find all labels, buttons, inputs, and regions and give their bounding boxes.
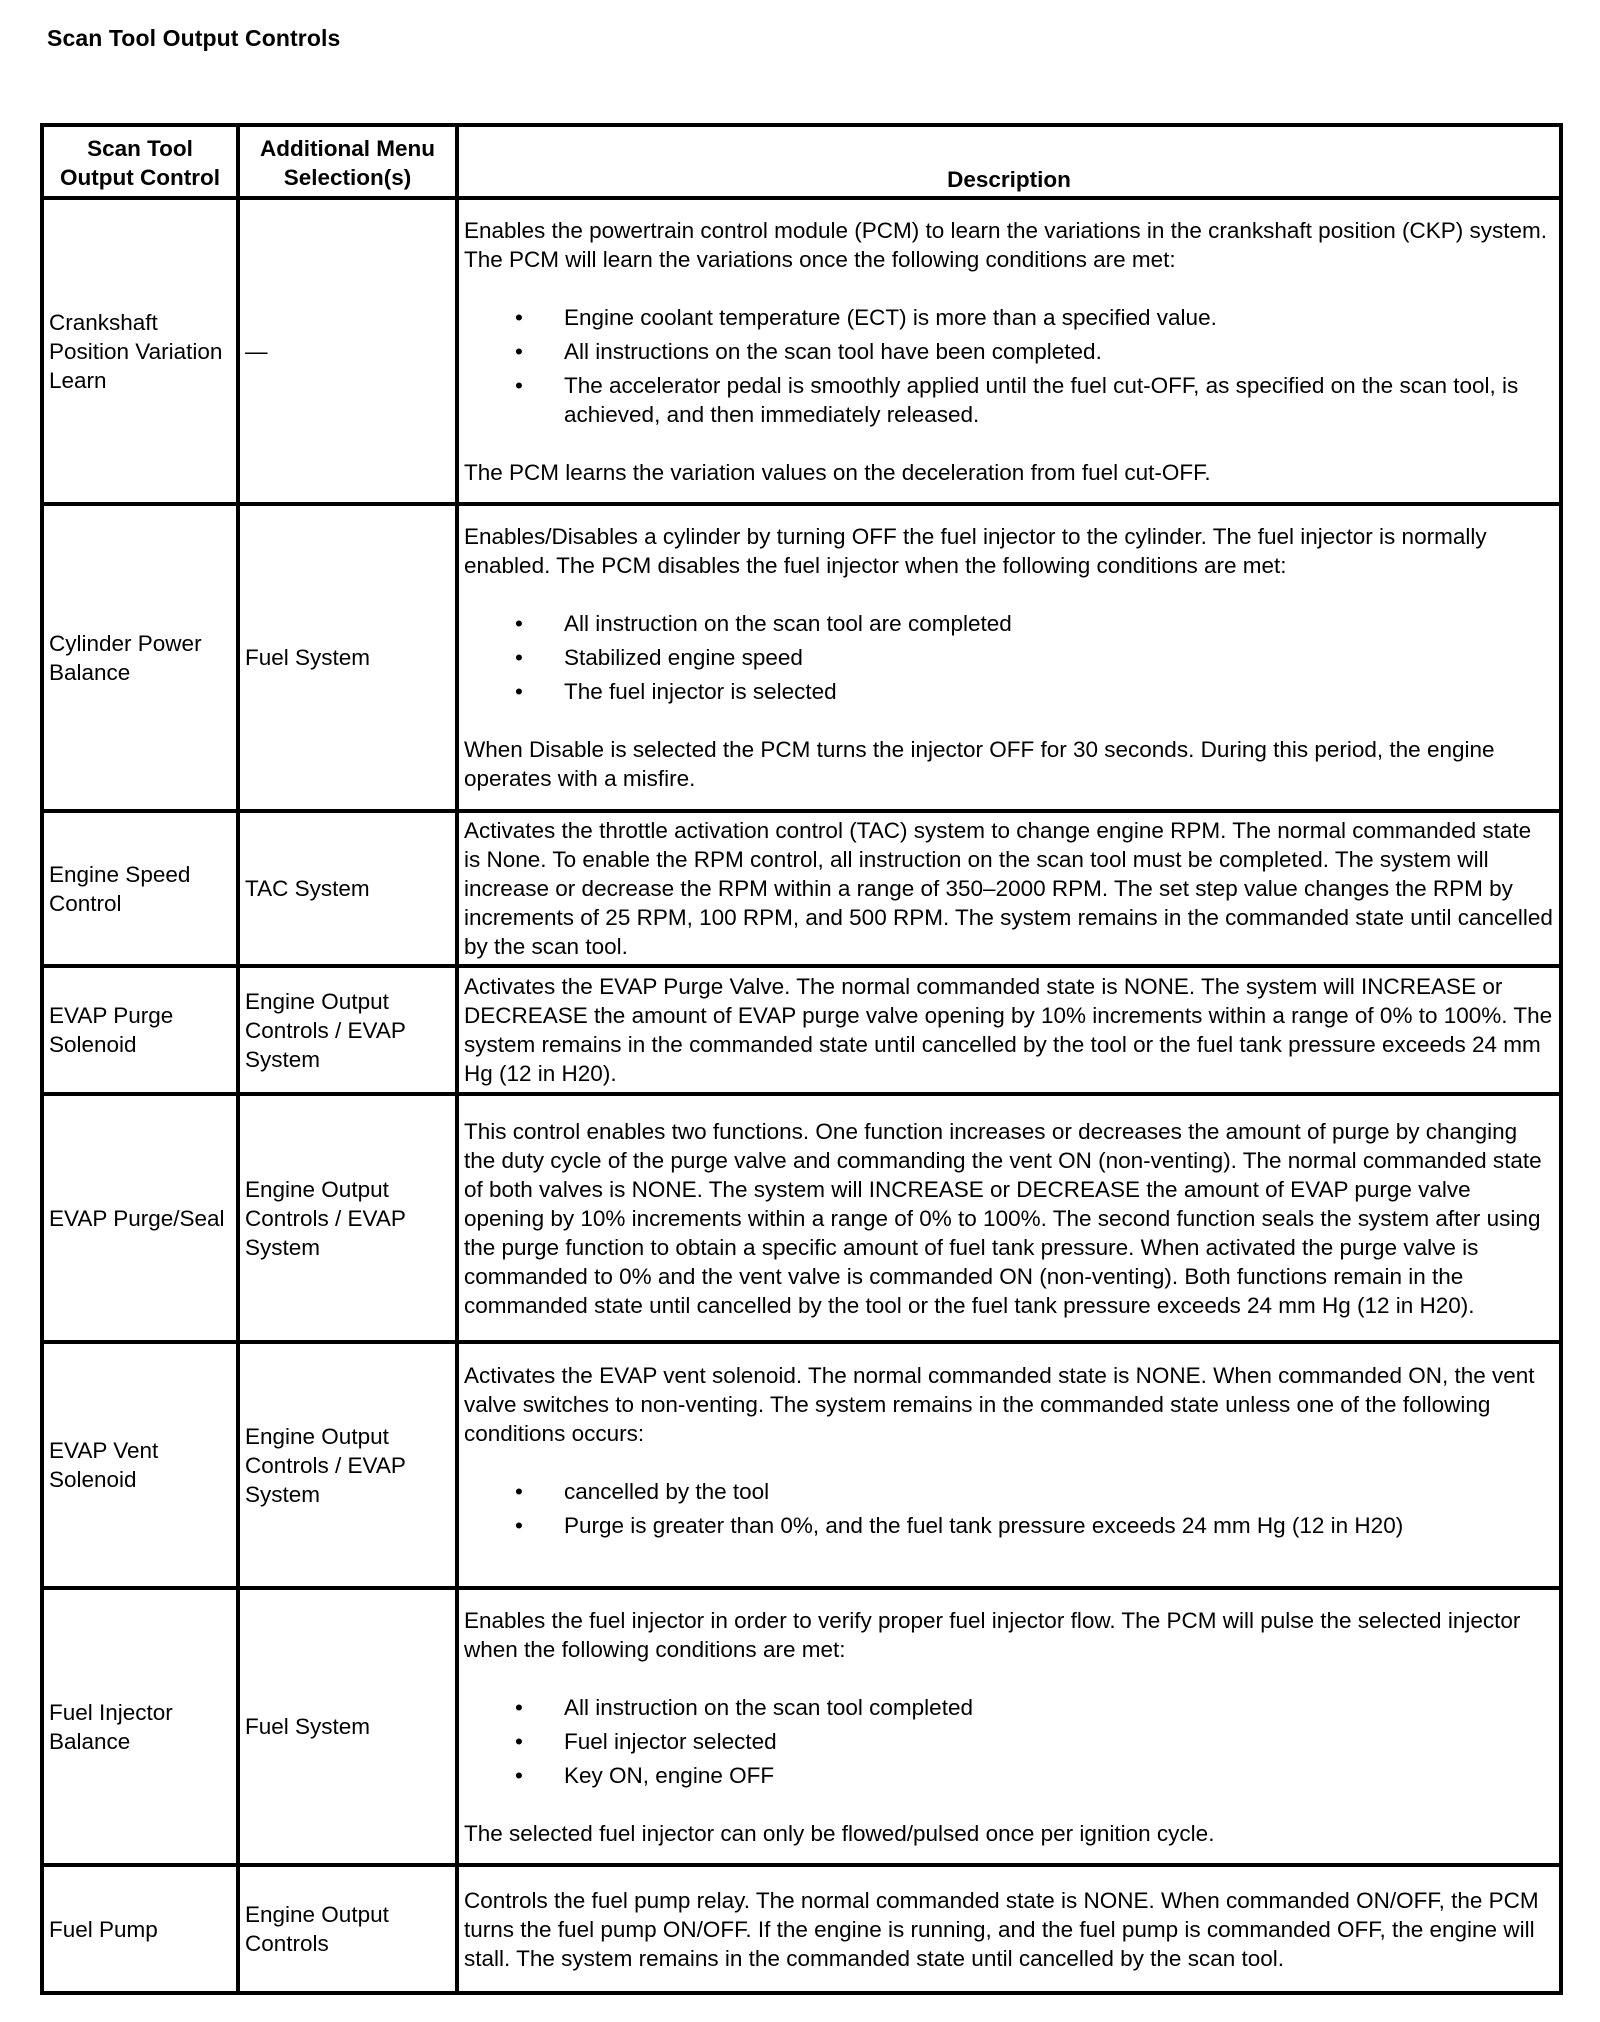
condition-text: cancelled by the tool <box>564 1479 770 1504</box>
menu-selection-cell: Engine Output Controls / EVAP System <box>238 1342 457 1588</box>
table-row <box>42 1094 1561 1342</box>
menu-selection-cell: Engine Output Controls / EVAP System <box>238 966 457 1094</box>
output-controls-table <box>40 123 1563 1995</box>
description-cell <box>457 504 1561 811</box>
description-cell <box>457 966 1561 1094</box>
condition-list-item <box>464 609 1553 638</box>
description-cell <box>457 1865 1561 1993</box>
condition-text: All instruction on the scan tool are completed <box>564 611 1012 636</box>
condition-text: Engine coolant temperature (ECT) is more than a specified value. <box>564 304 1217 330</box>
description-cell <box>457 1094 1561 1342</box>
header-additional-menu-selections: Additional Menu Selection(s) <box>238 125 457 198</box>
bullet-icon: • <box>515 645 523 670</box>
control-name-cell: Fuel Injector Balance <box>42 1588 238 1865</box>
condition-text: The fuel injector is selected <box>564 679 837 704</box>
bullet-icon: • <box>515 372 523 398</box>
description-cell <box>457 811 1561 966</box>
condition-text: All instruction on the scan tool completed <box>564 1694 973 1720</box>
condition-list <box>464 303 1553 429</box>
condition-text: Purge is greater than 0%, and the fuel tank pressure exceeds 24 mm Hg (12 in H20) <box>564 1513 1404 1538</box>
bullet-icon: • <box>515 1694 523 1720</box>
table-row <box>42 1588 1561 1865</box>
condition-list-item <box>464 1511 1553 1540</box>
control-name-cell: Fuel Pump <box>42 1865 238 1993</box>
condition-list-item <box>464 1727 1553 1756</box>
bullet-icon: • <box>515 304 523 330</box>
table-row <box>42 1342 1561 1588</box>
condition-list <box>464 1477 1553 1540</box>
control-name-cell: EVAP Purge/Seal <box>42 1094 238 1342</box>
condition-text: Stabilized engine speed <box>564 645 803 670</box>
description-intro: Controls the fuel pump relay. The normal commanded state is NONE. When commanded ON/OFF, the PCM turns the fuel pump ON/OFF. If the engine is running, and the fuel pump is commanded OFF, the engine will stall. The system remains in the commanded state until cancelled by the scan tool. <box>464 1887 1539 1971</box>
table-row <box>42 966 1561 1094</box>
condition-text: The accelerator pedal is smoothly applied until the fuel cut-OFF, as specified on the scan tool, is achieved, and then immediately released. <box>564 372 1519 427</box>
description-intro: Activates the throttle activation control (TAC) system to change engine RPM. The normal commanded state is None. To enable the RPM control, all instruction on the scan tool must be completed. The system will increase or decrease the RPM within a range of 350–2000 RPM. The set step value changes the RPM by increments of 25 RPM, 100 RPM, and 500 RPM. The system remains in the commanded state until cancelled by the scan tool. <box>464 818 1553 959</box>
control-name-cell: Cylinder Power Balance <box>42 504 238 811</box>
bullet-icon: • <box>515 1479 523 1504</box>
bullet-icon: • <box>515 1728 523 1754</box>
menu-selection-cell: Engine Output Controls <box>238 1865 457 1993</box>
description-intro: Enables the powertrain control module (PCM) to learn the variations in the crankshaft position (CKP) system. The PCM will learn the variations once the following conditions are met: <box>464 217 1547 272</box>
control-name-cell: EVAP Vent Solenoid <box>42 1342 238 1588</box>
table-row <box>42 1865 1561 1993</box>
menu-selection-cell: Fuel System <box>238 1588 457 1865</box>
condition-list-item <box>464 337 1553 366</box>
bullet-icon: • <box>515 611 523 636</box>
table-body <box>42 198 1561 1993</box>
bullet-icon: • <box>515 1762 523 1788</box>
condition-text: Fuel injector selected <box>564 1728 777 1754</box>
table-row <box>42 198 1561 504</box>
condition-list-item <box>464 1761 1553 1790</box>
condition-list-item <box>464 677 1553 706</box>
condition-list-item <box>464 371 1553 429</box>
description-cell <box>457 1342 1561 1588</box>
header-row <box>42 125 1561 198</box>
control-name-cell: Engine Speed Control <box>42 811 238 966</box>
condition-text: All instructions on the scan tool have been completed. <box>564 338 1102 364</box>
header-scan-tool-output-control: Scan Tool Output Control <box>42 125 238 198</box>
description-outro: The PCM learns the variation values on the deceleration from fuel cut-OFF. <box>464 459 1211 485</box>
condition-list-item <box>464 303 1553 332</box>
description-outro: When Disable is selected the PCM turns the injector OFF for 30 seconds. During this period, the engine operates with a misfire. <box>464 737 1495 791</box>
description-outro: The selected fuel injector can only be flowed/pulsed once per ignition cycle. <box>464 1820 1215 1846</box>
bullet-icon: • <box>515 338 523 364</box>
description-intro: This control enables two functions. One function increases or decreases the amount of purge by changing the duty cycle of the purge valve and commanding the vent ON (non-venting). The normal commanded state of both valves is NONE. The system will INCREASE or DECREASE the amount of EVAP purge valve opening by 10% increments within a range of 0% to 100%. The second function seals the system after using the purge function to obtain a specific amount of fuel tank pressure. When activated the purge valve is commanded to 0% and the vent valve is commanded ON (non-venting). Both functions remain in the commanded state until cancelled by the tool or the fuel tank pressure exceeds 24 mm Hg (12 in H20). <box>464 1118 1542 1318</box>
condition-text: Key ON, engine OFF <box>564 1762 775 1788</box>
description-intro: Activates the EVAP Purge Valve. The normal commanded state is NONE. The system will INCREASE or DECREASE the amount of EVAP purge valve opening by 10% increments within a range of 0% to 100%. The system remains in the commanded state until cancelled by the tool or the fuel tank pressure exceeds 24 mm Hg (12 in H20). <box>464 974 1553 1086</box>
page-title: Scan Tool Output Controls <box>47 25 341 51</box>
description-cell <box>457 1588 1561 1865</box>
menu-selection-cell: Fuel System <box>238 504 457 811</box>
condition-list-item <box>464 1477 1553 1506</box>
menu-selection-cell: TAC System <box>238 811 457 966</box>
bullet-icon: • <box>515 679 523 704</box>
description-intro: Enables the fuel injector in order to verify proper fuel injector flow. The PCM will pulse the selected injector when the following conditions are met: <box>464 1607 1521 1662</box>
description-intro: Activates the EVAP vent solenoid. The normal commanded state is NONE. When commanded ON, the vent valve switches to non-venting. The system remains in the commanded state unless one of the following conditions occurs: <box>464 1363 1535 1446</box>
description-intro: Enables/Disables a cylinder by turning OFF the fuel injector to the cylinder. The fuel injector is normally enabled. The PCM disables the fuel injector when the following conditions are met: <box>464 524 1487 578</box>
condition-list-item <box>464 1693 1553 1722</box>
bullet-icon: • <box>515 1513 523 1538</box>
condition-list-item <box>464 643 1553 672</box>
table-row <box>42 504 1561 811</box>
control-name-cell: EVAP Purge Solenoid <box>42 966 238 1094</box>
condition-list <box>464 1693 1553 1790</box>
menu-selection-cell: Engine Output Controls / EVAP System <box>238 1094 457 1342</box>
header-description: Description <box>457 125 1561 198</box>
description-cell <box>457 198 1561 504</box>
control-name-cell: Crankshaft Position Variation Learn <box>42 198 238 504</box>
menu-selection-cell: — <box>238 198 457 504</box>
condition-list <box>464 609 1553 706</box>
table-row <box>42 811 1561 966</box>
